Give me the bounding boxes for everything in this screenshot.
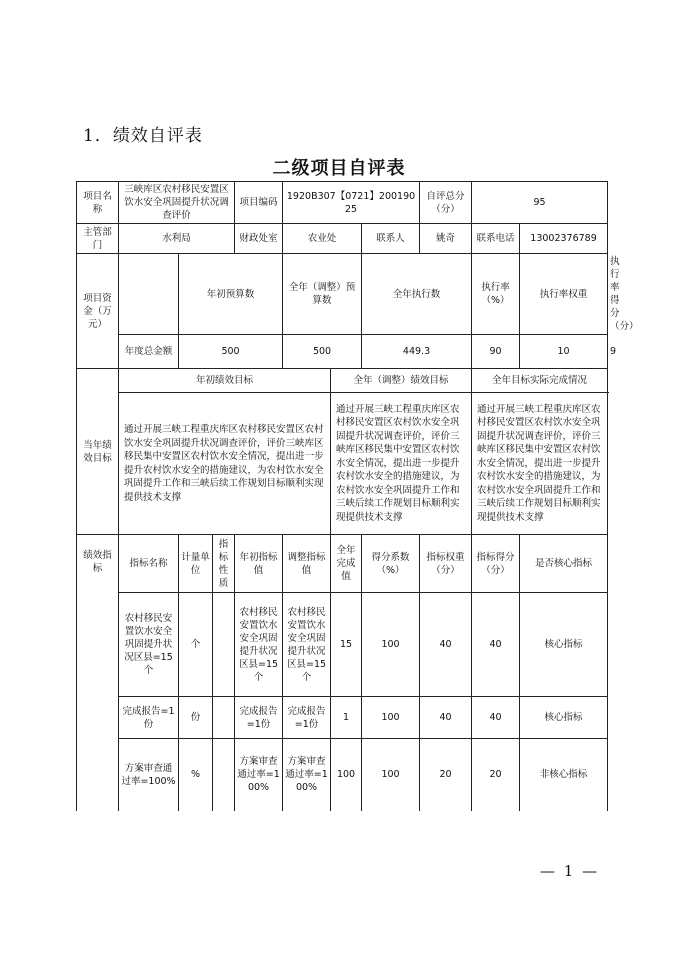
funds-rate: 90	[472, 335, 520, 369]
self-evaluation-table	[76, 181, 639, 811]
page-number: — 1 —	[540, 862, 600, 880]
funds-weight: 10	[520, 335, 608, 369]
goals-label: 当年绩效目标	[77, 369, 119, 535]
indicator-header: 指标权重（分）	[420, 535, 472, 593]
funds-adjusted-header: 全年（调整）预算数	[283, 254, 362, 335]
indicator-cell: 40	[472, 593, 520, 697]
funds-executed-header: 全年执行数	[362, 254, 472, 335]
goals-header-row	[77, 369, 608, 393]
indicator-cell: 完成报告=1份	[283, 697, 331, 739]
indicator-cell: 20	[472, 739, 520, 811]
indicator-cell: 核心指标	[520, 593, 608, 697]
indicator-cell: 非核心指标	[520, 739, 608, 811]
goals-actual-header: 全年目标实际完成情况	[472, 369, 608, 393]
goals-initial-text: 通过开展三峡工程重庆库区农村移民安置区农村饮水安全巩固提升状况调查评价，评价三峡库区移民集中安置区农村饮水安全情况，提出进一步提升农村饮水安全的措施建议，为农村饮水安全巩固提升工作和三峡后续工作规划目标顺利实现提供技术支撑	[119, 393, 331, 535]
department-row	[77, 224, 608, 254]
contact-value: 姚奇	[420, 224, 472, 254]
indicator-cell: 农村移民安置饮水安全巩固提升状况区县=15个	[119, 593, 179, 697]
project-name-label: 项目名称	[77, 182, 119, 224]
funds-initial-header: 年初预算数	[179, 254, 283, 335]
indicator-header: 计量单位	[179, 535, 213, 593]
project-name: 三峡库区农村移民安置区饮水安全巩固提升状况调查评价	[119, 182, 235, 224]
project-info-row	[77, 182, 608, 224]
indicator-cell: %	[179, 739, 213, 811]
indicator-cell: 20	[420, 739, 472, 811]
indicators-header-row	[77, 535, 608, 593]
indicators-label: 绩效指标	[77, 535, 119, 811]
funds-initial: 500	[179, 335, 283, 369]
goals-actual-text: 通过开展三峡工程重庆库区农村移民安置区农村饮水安全巩固提升状况调查评价，评价三峡库区移民集中安置区农村饮水安全情况，提出进一步提升农村饮水安全的措施建议，为农村饮水安全巩固提升工作和三峡后续工作规划目标顺利实现提供技术支撑	[472, 393, 608, 535]
indicator-cell: 40	[472, 697, 520, 739]
indicator-header: 指标名称	[119, 535, 179, 593]
finance-label: 财政处室	[235, 224, 283, 254]
section-heading: 1．绩效自评表	[83, 126, 203, 146]
indicator-cell: 份	[179, 697, 213, 739]
project-code: 1920B307【0721】20019025	[283, 182, 420, 224]
indicator-header: 调整指标值	[283, 535, 331, 593]
funds-blank	[119, 254, 179, 335]
self-score: 95	[472, 182, 608, 224]
indicator-header: 得分系数（%）	[362, 535, 420, 593]
indicator-header: 是否核心指标	[520, 535, 608, 593]
indicator-header: 年初指标值	[235, 535, 283, 593]
indicator-header: 指标性质	[213, 535, 235, 593]
funds-adjusted: 500	[283, 335, 362, 369]
goals-adjusted-text: 通过开展三峡工程重庆库区农村移民安置区农村饮水安全巩固提升状况调查评价，评价三峡库区移民集中安置区农村饮水安全情况，提出进一步提升农村饮水安全的措施建议，为农村饮水安全巩固提升工作和三峡后续工作规划目标顺利实现提供技术支撑	[331, 393, 472, 535]
funds-value-row: 年度总金额 500 500 449.3 90 10 9	[77, 335, 608, 369]
indicator-cell: 农村移民安置饮水安全巩固提升状况区县=15个	[235, 593, 283, 697]
indicator-cell: 方案审查通过率=100%	[119, 739, 179, 811]
self-score-label: 自评总分（分）	[420, 182, 472, 224]
funds-rate-header: 执行率（%）	[472, 254, 520, 335]
goals-adjusted-header: 全年（调整）绩效目标	[331, 369, 472, 393]
indicator-cell: 100	[331, 739, 362, 811]
table-row	[77, 593, 608, 697]
indicator-cell	[213, 739, 235, 811]
phone-value: 13002376789	[520, 224, 608, 254]
indicator-cell: 方案审查通过率=100%	[283, 739, 331, 811]
funds-header-row: 项目资金（万元） 年初预算数 全年（调整）预算数 全年执行数 执行率（%） 执行率权重 执行率得分（分）	[77, 254, 608, 335]
indicator-header: 全年完成值	[331, 535, 362, 593]
goals-text-row	[77, 393, 608, 535]
indicator-cell: 1	[331, 697, 362, 739]
funds-total-label: 年度总金额	[119, 335, 179, 369]
funds-weight-header: 执行率权重	[520, 254, 608, 335]
phone-label: 联系电话	[472, 224, 520, 254]
indicator-cell: 核心指标	[520, 697, 608, 739]
indicator-cell: 100	[362, 593, 420, 697]
table-row	[77, 697, 608, 739]
goals-initial-header: 年初绩效目标	[119, 369, 331, 393]
finance-value: 农业处	[283, 224, 362, 254]
indicator-cell: 完成报告=1份	[235, 697, 283, 739]
indicator-cell	[213, 697, 235, 739]
dept-value: 水利局	[119, 224, 235, 254]
indicator-cell: 方案审查通过率=100%	[235, 739, 283, 811]
indicator-cell: 个	[179, 593, 213, 697]
indicator-cell: 40	[420, 697, 472, 739]
indicator-cell: 完成报告=1份	[119, 697, 179, 739]
funds-label: 项目资金（万元）	[77, 254, 119, 369]
funds-executed: 449.3	[362, 335, 472, 369]
indicator-cell: 15	[331, 593, 362, 697]
dept-label: 主管部门	[77, 224, 119, 254]
indicator-cell: 40	[420, 593, 472, 697]
indicator-header: 指标得分（分）	[472, 535, 520, 593]
indicator-cell: 100	[362, 697, 420, 739]
indicator-cell	[213, 593, 235, 697]
indicator-cell: 100	[362, 739, 420, 811]
project-code-label: 项目编码	[235, 182, 283, 224]
contact-label: 联系人	[362, 224, 420, 254]
table-row	[77, 739, 608, 811]
indicator-cell: 农村移民安置饮水安全巩固提升状况区县=15个	[283, 593, 331, 697]
page-title: 二级项目自评表	[272, 158, 406, 179]
